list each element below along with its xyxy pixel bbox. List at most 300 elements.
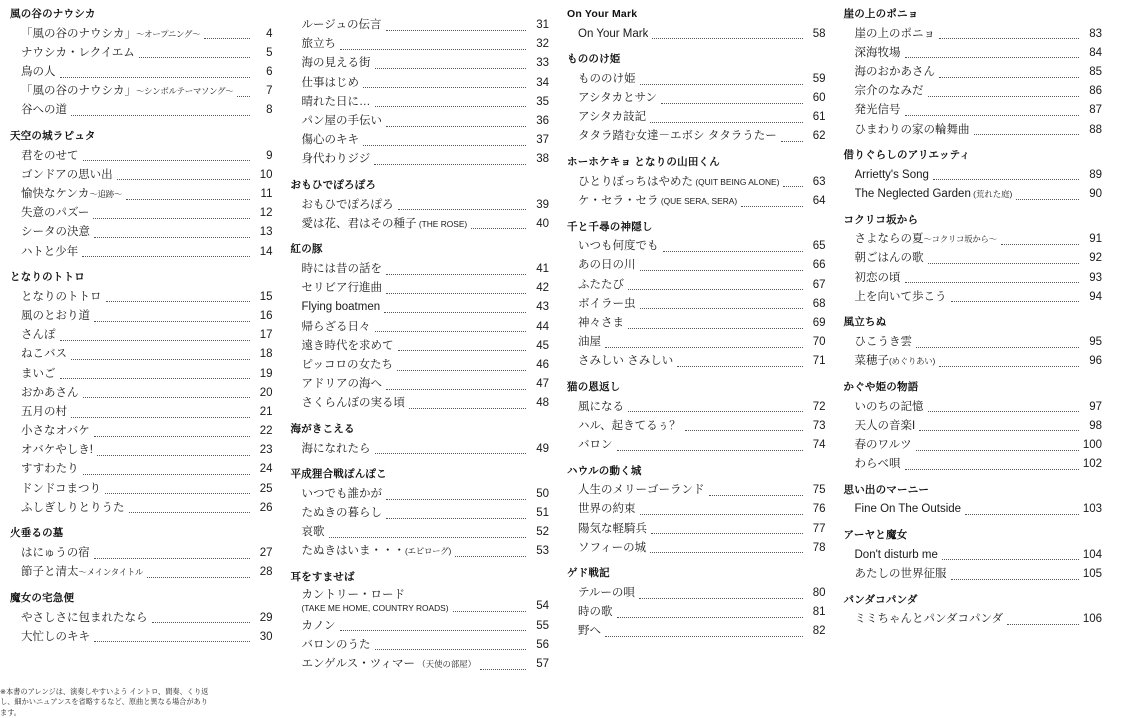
toc-page-number: 81: [812, 606, 826, 619]
toc-group-title: 借りぐらしのアリエッティ: [843, 149, 971, 162]
toc-entry-title-main: さよならの夏: [854, 233, 924, 246]
toc-entry[interactable]: [291, 17, 550, 34]
toc-entry[interactable]: [567, 623, 826, 640]
toc-entry-title: [302, 75, 360, 92]
toc-entry[interactable]: [844, 611, 1103, 628]
toc-entry[interactable]: [844, 270, 1103, 287]
toc-entry-title-main: たぬきの暮らし: [301, 507, 382, 519]
toc-entry[interactable]: [291, 55, 550, 72]
toc-leader-dots: [905, 109, 1080, 116]
toc-entry-title-main: 仕事はじめ: [301, 76, 359, 89]
toc-entry[interactable]: [291, 656, 550, 673]
toc-page-number: 75: [812, 484, 826, 497]
toc-entry[interactable]: [291, 441, 550, 458]
toc-entry-title-main: ピッコロの女たち: [301, 358, 394, 371]
toc-entry[interactable]: [844, 64, 1103, 81]
toc-entry-title: [302, 338, 394, 355]
toc-entry-title: [21, 167, 113, 184]
toc-leader-dots: [650, 116, 802, 123]
toc-leader-dots: [1007, 618, 1079, 625]
toc-group: [291, 179, 550, 232]
toc-leader-dots: [83, 154, 250, 161]
toc-entry[interactable]: [844, 566, 1103, 583]
toc-entry[interactable]: [10, 500, 273, 517]
toc-entry-title: [21, 461, 79, 478]
toc-entry-title: [578, 353, 673, 370]
toc-leader-dots: [340, 624, 526, 631]
toc-entry[interactable]: [291, 376, 550, 393]
toc-entry[interactable]: [10, 102, 273, 119]
toc-entry-title: [302, 280, 383, 297]
toc-leader-dots: [375, 643, 527, 650]
toc-group: [10, 130, 273, 260]
toc-entry-title: [21, 385, 79, 402]
toc-leader-dots: [661, 97, 802, 104]
toc-group-title: 千と千尋の神隠し: [567, 220, 653, 233]
toc-entry-title-main: ふたたび: [578, 278, 624, 291]
toc-page-number: 77: [812, 522, 826, 535]
toc-page-number: 39: [536, 198, 549, 211]
toc-entry[interactable]: [567, 540, 826, 557]
toc-entry[interactable]: [844, 353, 1103, 370]
toc-entry-title-main: 鳥の人: [21, 65, 56, 78]
toc-page-number: 58: [812, 27, 826, 40]
toc-entry[interactable]: [291, 216, 550, 233]
toc-entry-title: [855, 353, 936, 370]
toc-entry[interactable]: [291, 618, 550, 635]
toc-entry-title-main: 初恋の頃: [854, 271, 901, 284]
toc-entry-title: [578, 90, 657, 107]
toc-entry[interactable]: [844, 334, 1103, 351]
toc-leader-dots: [94, 315, 250, 322]
toc-entry-title-main: 野へ: [578, 625, 601, 638]
toc-group-title: 火垂るの墓: [10, 527, 64, 540]
toc-entry-title: [302, 36, 337, 53]
toc-entry-title-main: 風のとおり道: [21, 309, 90, 322]
toc-entry-title: [578, 501, 636, 518]
toc-entry-title-main: 「風の谷のナウシカ」: [21, 27, 136, 40]
toc-entry[interactable]: [567, 71, 826, 88]
toc-entry[interactable]: [291, 543, 550, 560]
toc-entry-title: [855, 289, 947, 306]
toc-leader-dots: [129, 506, 250, 513]
toc-entry[interactable]: [291, 299, 550, 316]
toc-entry[interactable]: [10, 327, 273, 344]
toc-page-number: 51: [536, 507, 549, 519]
toc-page-number: 28: [259, 566, 273, 579]
toc-entry-title-main: 陽気な軽騎兵: [578, 522, 647, 535]
toc-entry[interactable]: [10, 346, 273, 363]
toc-page-number: 87: [1089, 104, 1102, 117]
toc-leader-dots: [83, 468, 250, 475]
toc-page-number: 41: [536, 263, 549, 275]
toc-entry[interactable]: [844, 83, 1103, 100]
toc-entry[interactable]: [10, 26, 273, 43]
toc-page-number: 93: [1089, 271, 1102, 284]
toc-entry-title: [302, 319, 371, 336]
toc-entry-title-main: ルージュの伝言: [301, 19, 382, 31]
toc-entry[interactable]: [10, 148, 273, 165]
toc-entry-title: [21, 564, 143, 581]
toc-leader-dots: [1001, 238, 1079, 245]
toc-entry-title-main: 遠き時代を求めて: [301, 339, 394, 352]
toc-entry[interactable]: [567, 604, 826, 621]
toc-entry[interactable]: [10, 186, 273, 203]
toc-entry[interactable]: [567, 128, 826, 145]
toc-leader-dots: [617, 444, 803, 451]
toc-entry-title: [21, 45, 135, 62]
toc-leader-dots: [329, 531, 527, 538]
toc-leader-dots: [237, 90, 249, 97]
toc-entry[interactable]: [291, 319, 550, 336]
toc-entry[interactable]: [10, 83, 273, 100]
toc-entry-subtitle-alt: (TAKE ME HOME, COUNTRY ROADS): [301, 602, 449, 613]
toc-leader-dots: [916, 341, 1079, 348]
toc-column-4: [840, 8, 1117, 712]
toc-entry-title: [21, 308, 90, 325]
toc-group-title: となりのトトロ: [10, 271, 85, 284]
toc-page-number: 91: [1089, 233, 1102, 246]
toc-entry-title: [21, 83, 233, 100]
toc-entry-title-main: シータの決意: [21, 226, 90, 239]
toc-page-number: 69: [812, 316, 826, 329]
toc-page-number: 78: [812, 541, 826, 554]
toc-entry-title-main: The Neglected Garden: [854, 187, 971, 200]
toc-group-title: ホーホケキョ となりの山田くん: [567, 156, 720, 169]
toc-leader-dots: [455, 550, 526, 557]
toc-entry-title: [855, 456, 901, 473]
toc-entry[interactable]: [291, 151, 550, 168]
toc-group: [844, 8, 1103, 138]
toc-entry[interactable]: [291, 338, 550, 355]
toc-leader-dots: [204, 32, 249, 39]
toc-entry-title: [21, 404, 67, 421]
toc-entry[interactable]: [844, 547, 1103, 564]
toc-entry-title-main: 時の歌: [578, 606, 613, 619]
toc-entry[interactable]: [844, 167, 1103, 184]
toc-page-number: 43: [536, 301, 549, 314]
toc-entry-subtitle: ～シンボルテーマソング～: [136, 86, 234, 97]
toc-group: [567, 221, 826, 370]
toc-entry[interactable]: [291, 94, 550, 111]
toc-entry-title-main: 「風の谷のナウシカ」: [21, 85, 136, 98]
toc-entry[interactable]: [567, 193, 826, 210]
toc-entry-title: [302, 543, 452, 560]
toc-group: [567, 465, 826, 557]
toc-entry-title: [21, 244, 78, 261]
toc-page-number: 23: [259, 444, 273, 457]
toc-entry-title: [302, 637, 371, 654]
toc-leader-dots: [905, 51, 1080, 58]
toc-entry-title-main: カノン: [301, 619, 336, 632]
toc-entry-title: [21, 327, 56, 344]
toc-entry-title-main: アシタカとサン: [578, 92, 658, 105]
toc-leader-dots: [375, 325, 527, 332]
toc-entry[interactable]: [567, 26, 826, 43]
toc-entry-title: [855, 250, 924, 267]
toc-entry-title: [855, 611, 1004, 628]
toc-page-number: 71: [812, 355, 826, 368]
toc-leader-dots: [928, 257, 1080, 264]
toc-entry[interactable]: [10, 385, 273, 402]
toc-group: [844, 594, 1103, 628]
toc-entry-title: [855, 418, 916, 435]
toc-entry-title: [302, 505, 383, 522]
toc-entry-title-main: 君をのせて: [21, 149, 79, 162]
toc-page-number: 15: [259, 290, 273, 303]
toc-entry-title: [302, 17, 382, 34]
toc-entry-title: [302, 151, 371, 168]
toc-entry[interactable]: [10, 442, 273, 459]
toc-entry[interactable]: [567, 277, 826, 294]
toc-entry[interactable]: [291, 637, 550, 654]
toc-leader-dots: [106, 295, 250, 302]
toc-entry[interactable]: [291, 524, 550, 541]
toc-entry[interactable]: [291, 75, 550, 92]
toc-leader-dots: [147, 571, 249, 578]
toc-entry-title: [578, 174, 779, 191]
toc-entry[interactable]: [567, 238, 826, 255]
toc-entry-title-main: 宗介のなみだ: [854, 85, 924, 98]
toc-leader-dots: [640, 302, 803, 309]
toc-entry[interactable]: [844, 102, 1103, 119]
toc-entry[interactable]: [567, 296, 826, 313]
toc-page-number: 63: [812, 175, 826, 188]
toc-entry-title: [578, 540, 646, 557]
toc-entry[interactable]: [291, 280, 550, 297]
toc-entry[interactable]: [291, 113, 550, 130]
toc-entry[interactable]: [844, 26, 1103, 43]
toc-page-number: 33: [536, 57, 549, 70]
toc-entry[interactable]: [844, 501, 1103, 518]
toc-entry[interactable]: [291, 505, 550, 522]
toc-entry[interactable]: [291, 486, 550, 503]
toc-leader-dots: [384, 306, 526, 313]
toc-entry-title-main: 深海牧場: [854, 46, 901, 59]
toc-leader-dots: [94, 231, 250, 238]
toc-entry[interactable]: [10, 423, 273, 440]
toc-entry-title: [578, 399, 624, 416]
toc-entry-title-main: バロン: [578, 438, 613, 451]
toc-entry-title: [578, 623, 601, 640]
toc-group-title: 耳をすませば: [290, 571, 355, 584]
toc-entry[interactable]: [10, 308, 273, 325]
toc-leader-dots: [605, 341, 803, 348]
toc-entry-title-main: ひまわりの家の輪舞曲: [854, 123, 970, 136]
toc-entry[interactable]: [567, 334, 826, 351]
toc-group-title: ゲド戦記: [567, 567, 610, 580]
toc-entry-title: [302, 589, 449, 615]
toc-entry-title-main: さみしい さみしい: [578, 355, 674, 368]
toc-entry[interactable]: [10, 167, 273, 184]
toc-page-number: 5: [266, 46, 273, 59]
toc-entry-title-main: アシタカ䚳記: [578, 111, 647, 124]
toc-entry-title-main: まいご: [21, 367, 56, 380]
toc-entry[interactable]: [10, 545, 273, 562]
toc-entry-title: [578, 418, 681, 435]
toc-group: [844, 381, 1103, 473]
toc-leader-dots: [781, 135, 803, 142]
toc-leader-dots: [974, 128, 1080, 135]
toc-leader-dots: [93, 212, 249, 219]
toc-page-number: 13: [259, 226, 273, 239]
toc-page-number: 95: [1089, 336, 1102, 349]
toc-group: [567, 567, 826, 640]
toc-entry[interactable]: [291, 261, 550, 278]
toc-group-title: おもひでぽろぽろ: [290, 178, 377, 191]
toc-entry-title: [21, 346, 67, 363]
toc-entry-subtitle: ～コクリコ坂から～: [923, 234, 997, 245]
toc-entry[interactable]: [10, 45, 273, 62]
toc-column-3: [563, 8, 840, 712]
toc-entry[interactable]: [291, 197, 550, 214]
toc-leader-dots: [363, 139, 526, 146]
toc-leader-dots: [398, 344, 527, 351]
toc-leader-dots: [905, 463, 1080, 470]
toc-entry[interactable]: [844, 456, 1103, 473]
toc-entry[interactable]: [10, 289, 273, 306]
toc-entry-title-main: ミミちゃんとパンダコパンダ: [854, 613, 1004, 626]
toc-column-2: [287, 8, 564, 712]
toc-entry[interactable]: [291, 589, 550, 615]
toc-entry-title: [302, 216, 468, 233]
toc-entry[interactable]: [567, 399, 826, 416]
toc-entry[interactable]: [567, 482, 826, 499]
toc-entry[interactable]: [10, 564, 273, 581]
toc-leader-dots: [139, 51, 250, 58]
toc-entry[interactable]: [567, 174, 826, 191]
toc-entry-title-main: わらべ唄: [854, 458, 901, 471]
toc-entry-title-main: Don't disturb me: [854, 548, 938, 561]
toc-entry[interactable]: [10, 224, 273, 241]
toc-entry[interactable]: [567, 437, 826, 454]
toc-entry[interactable]: [567, 109, 826, 126]
toc-page-number: 55: [536, 619, 549, 632]
toc-entry[interactable]: [844, 250, 1103, 267]
toc-leader-dots: [152, 616, 250, 623]
toc-entry[interactable]: [567, 585, 826, 602]
toc-entry-title: [855, 122, 970, 139]
toc-entry-title: [855, 566, 947, 583]
toc-entry-title-main: いつも何度でも: [578, 240, 659, 253]
toc-group-title: 魔女の宅急便: [10, 591, 75, 604]
toc-group: [844, 529, 1103, 582]
toc-page-number: 6: [266, 65, 273, 78]
toc-entry-title: [21, 148, 79, 165]
toc-page-number: 67: [812, 278, 826, 291]
toc-entry[interactable]: [10, 461, 273, 478]
toc-entry[interactable]: [844, 186, 1103, 203]
toc-entry-title: [302, 395, 406, 412]
toc-entry-title-main: おかあさん: [21, 386, 79, 399]
toc-entry-title-main: 海の見える街: [301, 57, 371, 70]
toc-page-number: 27: [259, 547, 273, 560]
toc-entry[interactable]: [291, 36, 550, 53]
toc-page-number: 106: [1082, 613, 1102, 626]
toc-entry[interactable]: [567, 501, 826, 518]
toc-entry[interactable]: [10, 404, 273, 421]
toc-entry-title: [855, 45, 901, 62]
toc-group-title: 風の谷のナウシカ: [10, 8, 96, 20]
toc-entry[interactable]: [10, 481, 273, 498]
toc-group-title: かぐや姫の物語: [843, 380, 919, 393]
toc-entry[interactable]: [567, 90, 826, 107]
toc-entry[interactable]: [844, 122, 1103, 139]
toc-entry[interactable]: [10, 244, 273, 261]
toc-entry-title: [578, 482, 705, 499]
toc-entry-title: [302, 441, 371, 458]
toc-entry-title: [302, 113, 383, 130]
toc-entry[interactable]: [567, 418, 826, 435]
toc-page-number: 45: [536, 339, 549, 352]
toc-entry-title-main: 失意のパズー: [21, 207, 90, 220]
toc-page-number: 66: [812, 259, 826, 272]
toc-entry[interactable]: [844, 45, 1103, 62]
toc-entry-title-main: おもひでぽろぽろ: [301, 198, 394, 211]
toc-leader-dots: [94, 552, 250, 559]
toc-entry[interactable]: [291, 395, 550, 412]
toc-entry[interactable]: [10, 610, 273, 627]
toc-entry[interactable]: [10, 629, 273, 646]
toc-entry-title-main: 春のワルツ: [854, 438, 912, 451]
toc-entry[interactable]: [567, 521, 826, 538]
toc-page-number: 88: [1089, 123, 1102, 136]
toc-page-number: 19: [259, 367, 273, 380]
toc-page-number: 70: [812, 336, 826, 349]
toc-page-number: 46: [536, 358, 549, 371]
toc-entry[interactable]: [844, 289, 1103, 306]
toc-entry-title-main: ねこバス: [21, 348, 67, 361]
toc-entry[interactable]: [844, 231, 1103, 248]
toc-group: [844, 149, 1103, 202]
toc-entry[interactable]: [567, 353, 826, 370]
toc-group-spacer: [291, 8, 550, 17]
toc-entry-title-main: パン屋の手伝い: [301, 114, 382, 127]
toc-entry-title: [855, 83, 924, 100]
toc-leader-dots: [617, 611, 803, 618]
toc-entry[interactable]: [844, 418, 1103, 435]
toc-entry-title-main: タタラ踏む女達－エボシ タタラうたー: [578, 130, 777, 143]
toc-leader-dots: [71, 109, 250, 116]
toc-entry-title: [21, 500, 125, 517]
toc-leader-dots: [386, 512, 526, 519]
toc-group-title: 猫の恩返し: [567, 380, 621, 393]
toc-entry-subtitle-alt: (QUIT BEING ALONE): [693, 176, 780, 187]
toc-entry[interactable]: [844, 437, 1103, 454]
toc-entry[interactable]: [10, 64, 273, 81]
toc-group-title: もののけ姫: [567, 53, 621, 66]
toc-page-number: 30: [259, 630, 273, 643]
toc-entry-title: [302, 357, 394, 374]
toc-entry[interactable]: [10, 366, 273, 383]
toc-entry[interactable]: [291, 357, 550, 374]
toc-entry-title: [578, 585, 635, 602]
toc-entry[interactable]: [844, 399, 1103, 416]
toc-entry[interactable]: [291, 132, 550, 149]
toc-entry-title: [21, 442, 93, 459]
toc-page-number: 76: [812, 503, 826, 516]
toc-group: [10, 271, 273, 516]
toc-entry-title-main: 神々さま: [578, 316, 624, 329]
toc-entry-title-main: 人生のメリーゴーランド: [578, 484, 705, 497]
toc-entry[interactable]: [567, 257, 826, 274]
toc-entry-title-main: 世界の約束: [578, 503, 636, 516]
toc-entry[interactable]: [567, 315, 826, 332]
toc-page-number: 83: [1089, 27, 1102, 40]
toc-entry-title: [855, 270, 901, 287]
toc-page-number: 80: [812, 587, 826, 600]
toc-entry[interactable]: [10, 205, 273, 222]
